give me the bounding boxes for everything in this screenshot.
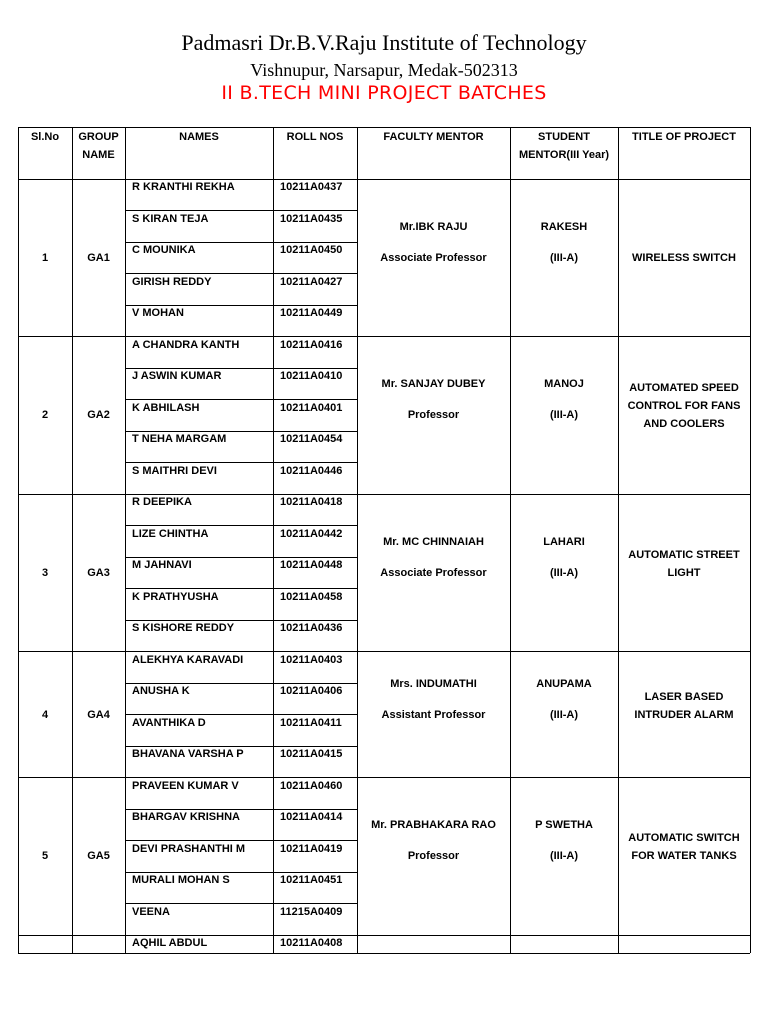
member-roll-no: 10211A0450 — [280, 244, 343, 256]
group-bottom-rule — [18, 935, 750, 936]
member-name: MURALI MOHAN S — [132, 874, 230, 886]
student-mentor-name: P SWETHA — [535, 819, 593, 832]
column-rule-1 — [72, 127, 73, 953]
column-rule-3 — [273, 127, 274, 953]
group-bottom-rule — [18, 953, 750, 954]
member-name: R DEEPIKA — [132, 496, 192, 508]
column-rule-5 — [510, 127, 511, 953]
faculty-mentor-name: Mr.IBK RAJU — [399, 220, 468, 233]
column-rule-4 — [357, 127, 358, 953]
member-roll-no: 10211A0446 — [280, 464, 343, 477]
institute-address: Vishnupur, Narsapur, Medak-502313 — [250, 60, 518, 80]
member-name: GIRISH REDDY — [132, 275, 212, 288]
project-title: AUTOMATIC SWITCH FOR WATER TANKS — [628, 832, 740, 863]
member-name: T NEHA MARGAM — [132, 433, 227, 445]
member-roll-no: 10211A0437 — [280, 181, 343, 193]
group-bottom-rule — [18, 777, 750, 778]
header-sl-no: Sl.No — [30, 131, 60, 143]
member-roll-no: 10211A0427 — [280, 275, 343, 288]
group-name: GA2 — [87, 409, 110, 422]
group-name: GA5 — [87, 850, 110, 863]
column-rule-7 — [750, 127, 751, 953]
header-group: GROUP — [78, 131, 119, 143]
faculty-mentor-title: Assistant Professor — [381, 708, 486, 721]
column-rule-2 — [125, 127, 126, 953]
group-bottom-rule — [18, 494, 750, 495]
header-roll-nos: ROLL NOS — [286, 131, 344, 143]
project-title: AUTOMATIC STREET LIGHT — [628, 548, 740, 579]
member-roll-no: 10211A0442 — [280, 527, 343, 540]
member-name: K PRATHYUSHA — [132, 590, 219, 603]
member-name: S KIRAN TEJA — [132, 212, 209, 225]
header-student: STUDENT — [538, 131, 590, 143]
group-sl-no: 4 — [41, 708, 49, 721]
member-name: C MOUNIKA — [132, 244, 196, 256]
member-name: J ASWIN KUMAR — [132, 370, 222, 382]
member-name: VEENA — [132, 905, 170, 918]
member-roll-no: 10211A0449 — [280, 307, 343, 319]
member-roll-no: 10211A0435 — [280, 212, 343, 225]
member-name: M JAHNAVI — [132, 559, 192, 571]
faculty-mentor-title: Associate Professor — [380, 251, 487, 264]
column-rule-0 — [18, 127, 19, 953]
header-faculty-mentor: FACULTY MENTOR — [383, 131, 484, 143]
member-roll-no: 10211A0448 — [280, 559, 343, 571]
student-mentor-name: RAKESH — [540, 220, 588, 233]
member-roll-no: 10211A0418 — [280, 496, 343, 508]
member-roll-no: 10211A0458 — [280, 590, 343, 603]
member-roll-no: 10211A0401 — [280, 401, 343, 414]
member-name: PRAVEEN KUMAR V — [132, 779, 239, 792]
table-top-rule — [18, 127, 750, 128]
member-name: BHARGAV KRISHNA — [132, 811, 240, 823]
member-roll-no: 10211A0415 — [280, 748, 343, 760]
project-title: LASER BASED INTRUDER ALARM — [634, 690, 734, 721]
student-mentor-section: (III-A) — [549, 850, 579, 863]
group-name: GA3 — [87, 566, 110, 579]
member-name: AQHIL ABDUL — [132, 937, 208, 949]
member-roll-no: 10211A0419 — [280, 842, 343, 855]
member-roll-no: 10211A0416 — [280, 338, 343, 351]
faculty-mentor-title: Associate Professor — [380, 566, 487, 579]
member-name: A CHANDRA KANTH — [132, 338, 240, 351]
document-title: II B.TECH MINI PROJECT BATCHES — [221, 82, 547, 104]
header-student-mentor: MENTOR(III Year) — [518, 149, 610, 161]
member-roll-no: 11215A0409 — [280, 905, 343, 918]
member-roll-no: 10211A0408 — [280, 937, 343, 949]
member-name: S MAITHRI DEVI — [132, 464, 217, 477]
faculty-mentor-title: Professor — [407, 409, 460, 422]
group-bottom-rule — [18, 651, 750, 652]
group-name: GA4 — [87, 708, 110, 721]
member-name: AVANTHIKA D — [132, 716, 206, 729]
member-roll-no: 10211A0406 — [280, 685, 343, 697]
group-sl-no: 3 — [41, 566, 49, 579]
member-name: V MOHAN — [132, 307, 184, 319]
member-name: BHAVANA VARSHA P — [132, 748, 244, 760]
faculty-mentor-title: Professor — [407, 850, 460, 863]
member-name: LIZE CHINTHA — [132, 527, 209, 540]
member-name: ALEKHYA KARAVADI — [132, 653, 244, 666]
member-name: K ABHILASH — [132, 401, 200, 414]
student-mentor-section: (III-A) — [549, 566, 579, 579]
student-mentor-name: ANUPAMA — [536, 677, 592, 690]
project-title: AUTOMATED SPEED CONTROL FOR FANS AND COOLERS — [627, 382, 741, 431]
member-roll-no: 10211A0403 — [280, 653, 343, 666]
student-mentor-name: MANOJ — [544, 378, 584, 391]
member-roll-no: 10211A0414 — [280, 811, 343, 823]
institute-name: Padmasri Dr.B.V.Raju Institute of Technology — [181, 30, 587, 55]
member-name: DEVI PRASHANTHI M — [132, 842, 246, 855]
group-bottom-rule — [18, 336, 750, 337]
member-name: R KRANTHI REKHA — [132, 181, 235, 193]
header-names: NAMES — [179, 131, 219, 143]
column-rule-6 — [618, 127, 619, 953]
student-mentor-name: LAHARI — [543, 535, 585, 548]
member-name: S KISHORE REDDY — [132, 622, 235, 634]
member-roll-no: 10211A0451 — [280, 874, 343, 886]
member-name: ANUSHA K — [132, 685, 190, 697]
student-mentor-section: (III-A) — [549, 251, 579, 264]
project-title: WIRELESS SWITCH — [632, 251, 736, 264]
member-roll-no: 10211A0411 — [280, 716, 342, 729]
member-roll-no: 10211A0460 — [280, 779, 343, 792]
header-group-name: NAME — [82, 149, 115, 161]
member-roll-no: 10211A0454 — [280, 433, 343, 445]
header-bottom-rule — [18, 179, 750, 180]
faculty-mentor-name: Mr. MC CHINNAIAH — [383, 535, 484, 548]
faculty-mentor-name: Mrs. INDUMATHI — [390, 677, 477, 690]
member-roll-no: 10211A0436 — [280, 622, 343, 634]
group-sl-no: 2 — [41, 409, 49, 422]
group-sl-no: 1 — [41, 251, 49, 264]
student-mentor-section: (III-A) — [549, 708, 579, 721]
faculty-mentor-name: Mr. PRABHAKARA RAO — [371, 819, 496, 832]
group-sl-no: 5 — [41, 850, 49, 863]
group-name: GA1 — [87, 251, 110, 264]
student-mentor-section: (III-A) — [549, 409, 579, 422]
member-roll-no: 10211A0410 — [280, 370, 343, 382]
faculty-mentor-name: Mr. SANJAY DUBEY — [381, 378, 486, 391]
header-title-of-project: TITLE OF PROJECT — [632, 131, 736, 143]
